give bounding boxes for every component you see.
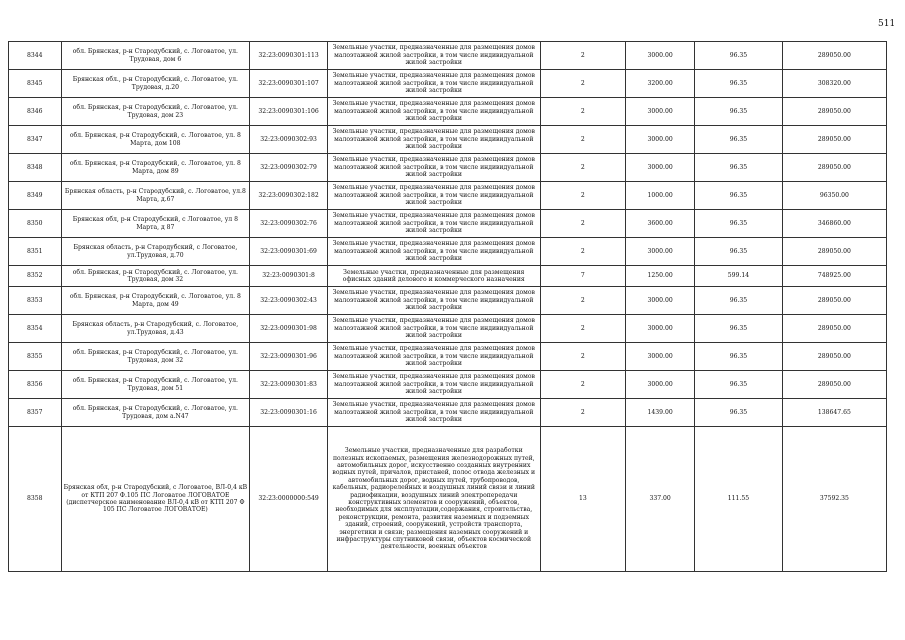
row-cadastral-value: 289050.00 <box>782 238 886 266</box>
row-number: 8351 <box>9 238 62 266</box>
row-area: 3000.00 <box>626 315 695 343</box>
row-address: обл. Брянская, р-н Стародубский, с. Логоватое, ул. 8 Марта, дом 89 <box>61 154 250 182</box>
table-row <box>9 343 887 371</box>
row-land-use: Земельные участки, предназначенные для размещения домов малоэтажной жилой застройки, в том числе индивидуальной жилой застройки <box>327 182 540 210</box>
row-address: Брянская область, р-н Стародубский, с Логоватое, ул.Трудовая, д.70 <box>61 238 250 266</box>
row-use-code: 2 <box>540 126 625 154</box>
row-cadastral-number: 32:23:0090301:107 <box>250 70 328 98</box>
row-land-use: Земельные участки, предназначенные для размещения домов малоэтажной жилой застройки, в том числе индивидуальной жилой застройки <box>327 70 540 98</box>
table-row <box>9 266 887 287</box>
row-specific-value: 96.35 <box>695 98 783 126</box>
row-number: 8354 <box>9 315 62 343</box>
row-number: 8348 <box>9 154 62 182</box>
row-cadastral-value: 289050.00 <box>782 371 886 399</box>
row-area: 1000.00 <box>626 182 695 210</box>
row-specific-value: 96.35 <box>695 154 783 182</box>
row-specific-value: 96.35 <box>695 343 783 371</box>
row-address: обл. Брянская, р-н Стародубский, с. Логоватое, ул. Трудовая, дом 32 <box>61 343 250 371</box>
row-area: 3000.00 <box>626 343 695 371</box>
row-use-code: 2 <box>540 315 625 343</box>
row-use-code: 2 <box>540 287 625 315</box>
row-use-code: 2 <box>540 343 625 371</box>
row-area: 1250.00 <box>626 266 695 287</box>
row-cadastral-number: 32:23:0090301:69 <box>250 238 328 266</box>
row-specific-value: 111.55 <box>695 427 783 572</box>
row-cadastral-number: 32:23:0090301:16 <box>250 399 328 427</box>
row-land-use: Земельные участки, предназначенные для разработки полезных ископаемых, размещения железнодорожных путей, автомобильных дорог, искусственно созданных внутренних водных путей, причалов, пристаней, полос отвода железных и автомобильных дорог, водных путей, трубопроводов, кабельных, радиорелейных и воздушных линий связи и линий радиофикации, воздушных линий электропередачи конструктивных элементов и сооружений, объектов, необходимых для эксплуатации,содержания, строительства, реконструкции, ремонта, развития наземных и подземных зданий, строений, сооружений, устройств транспорта, энергетики и связи; размещения наземных сооружений и инфраструктуры спутниковой связи, объектов космической деятельности, военных объектов <box>327 427 540 572</box>
row-cadastral-number: 32:23:0090301:106 <box>250 98 328 126</box>
row-use-code: 2 <box>540 371 625 399</box>
table-row <box>9 427 887 572</box>
row-cadastral-number: 32:23:0000000:549 <box>250 427 328 572</box>
row-specific-value: 96.35 <box>695 371 783 399</box>
row-land-use: Земельные участки, предназначенные для размещения домов малоэтажной жилой застройки, в том числе индивидуальной жилой застройки <box>327 315 540 343</box>
row-area: 3200.00 <box>626 70 695 98</box>
land-registry-table <box>8 41 887 572</box>
row-cadastral-number: 32:23:0090301:83 <box>250 371 328 399</box>
row-address: обл. Брянская, р-н Стародубский, с. Логоватое, ул. Трудовая, дом 51 <box>61 371 250 399</box>
row-cadastral-number: 32:23:0090301:8 <box>250 266 328 287</box>
table-row <box>9 70 887 98</box>
row-cadastral-value: 138647.65 <box>782 399 886 427</box>
row-number: 8349 <box>9 182 62 210</box>
row-specific-value: 96.35 <box>695 182 783 210</box>
row-address: обл. Брянская, р-н Стародубский, с. Логоватое, ул. 8 Марта, дом 49 <box>61 287 250 315</box>
row-specific-value: 96.35 <box>695 238 783 266</box>
row-area: 3000.00 <box>626 238 695 266</box>
table-row <box>9 210 887 238</box>
row-address: обл. Брянская, р-н Стародубский, с. Логоватое, ул. Трудовая, дом 32 <box>61 266 250 287</box>
row-area: 3000.00 <box>626 98 695 126</box>
row-land-use: Земельные участки, предназначенные для размещения домов малоэтажной жилой застройки, в том числе индивидуальной жилой застройки <box>327 210 540 238</box>
row-number: 8356 <box>9 371 62 399</box>
table-row <box>9 42 887 70</box>
row-cadastral-number: 32:23:0090302:93 <box>250 126 328 154</box>
row-cadastral-value: 289050.00 <box>782 126 886 154</box>
row-land-use: Земельные участки, предназначенные для размещения домов малоэтажной жилой застройки, в том числе индивидуальной жилой застройки <box>327 371 540 399</box>
row-cadastral-value: 289050.00 <box>782 343 886 371</box>
row-address: обл. Брянская, р-н Стародубский, с. Логоватое, ул. 8 Марта, дом 108 <box>61 126 250 154</box>
row-land-use: Земельные участки, предназначенные для размещения домов малоэтажной жилой застройки, в том числе индивидуальной жилой застройки <box>327 42 540 70</box>
row-number: 8347 <box>9 126 62 154</box>
table-row <box>9 287 887 315</box>
row-specific-value: 599.14 <box>695 266 783 287</box>
table-row <box>9 315 887 343</box>
table-row <box>9 126 887 154</box>
table-row <box>9 399 887 427</box>
row-use-code: 2 <box>540 182 625 210</box>
row-address: Брянская область, р-н Стародубский, с. Логоватое, ул.8 Марта, д.67 <box>61 182 250 210</box>
row-cadastral-number: 32:23:0090302:76 <box>250 210 328 238</box>
row-number: 8346 <box>9 98 62 126</box>
row-use-code: 2 <box>540 399 625 427</box>
table-row <box>9 98 887 126</box>
row-area: 3000.00 <box>626 42 695 70</box>
table-row <box>9 182 887 210</box>
row-number: 8353 <box>9 287 62 315</box>
row-number: 8345 <box>9 70 62 98</box>
row-address: Брянская обл, р-н Стародубский, с Логоватое, ВЛ-0,4 кВ от КТП 207 Ф.105 ПС Логоватое ЛОГОВАТОЕ (диспетчерское наименование ВЛ-0,4 кВ от КТП 207 Ф 105 ПС Логоватое ЛОГОВАТОЕ) <box>61 427 250 572</box>
row-address: Брянская область, р-н Стародубский, с. Логоватое, ул.Трудовая, д.43 <box>61 315 250 343</box>
page-number: 511 <box>878 19 896 29</box>
row-land-use: Земельные участки, предназначенные для размещения домов малоэтажной жилой застройки, в том числе индивидуальной жилой застройки <box>327 154 540 182</box>
row-area: 3600.00 <box>626 210 695 238</box>
row-use-code: 2 <box>540 154 625 182</box>
row-land-use: Земельные участки, предназначенные для размещения домов малоэтажной жилой застройки, в том числе индивидуальной жилой застройки <box>327 343 540 371</box>
row-cadastral-value: 289050.00 <box>782 315 886 343</box>
row-cadastral-value: 37592.35 <box>782 427 886 572</box>
row-specific-value: 96.35 <box>695 126 783 154</box>
row-cadastral-number: 32:23:0090302:43 <box>250 287 328 315</box>
row-area: 3000.00 <box>626 126 695 154</box>
row-use-code: 2 <box>540 70 625 98</box>
row-use-code: 2 <box>540 98 625 126</box>
row-cadastral-number: 32:23:0090302:79 <box>250 154 328 182</box>
row-address: обл. Брянская, р-н Стародубский, с. Логоватое, ул. Трудовая, дом а.N47 <box>61 399 250 427</box>
row-area: 3000.00 <box>626 371 695 399</box>
row-number: 8355 <box>9 343 62 371</box>
row-address: Брянская обл., р-н Стародубский, с. Логоватое, ул. Трудовая, д.20 <box>61 70 250 98</box>
row-address: обл. Брянская, р-н Стародубский, с. Логоватое, ул. Трудовая, дом 23 <box>61 98 250 126</box>
row-land-use: Земельные участки, предназначенные для размещения домов малоэтажной жилой застройки, в том числе индивидуальной жилой застройки <box>327 126 540 154</box>
row-specific-value: 96.35 <box>695 399 783 427</box>
row-cadastral-value: 748925.00 <box>782 266 886 287</box>
row-cadastral-value: 289050.00 <box>782 154 886 182</box>
row-use-code: 2 <box>540 210 625 238</box>
row-cadastral-value: 289050.00 <box>782 287 886 315</box>
row-specific-value: 96.35 <box>695 315 783 343</box>
row-specific-value: 96.35 <box>695 70 783 98</box>
row-use-code: 7 <box>540 266 625 287</box>
row-number: 8357 <box>9 399 62 427</box>
row-specific-value: 96.35 <box>695 42 783 70</box>
row-address: Брянская обл, р-н Стародубский, с Логоватое, ул 8 Марта, д 87 <box>61 210 250 238</box>
table-row <box>9 238 887 266</box>
row-cadastral-value: 96350.00 <box>782 182 886 210</box>
row-cadastral-number: 32:23:0090301:96 <box>250 343 328 371</box>
row-specific-value: 96.35 <box>695 287 783 315</box>
row-number: 8352 <box>9 266 62 287</box>
row-cadastral-number: 32:23:0090301:98 <box>250 315 328 343</box>
row-address: обл. Брянская, р-н Стародубский, с. Логоватое, ул. Трудовая, дом 6 <box>61 42 250 70</box>
row-use-code: 2 <box>540 42 625 70</box>
row-number: 8344 <box>9 42 62 70</box>
table-row <box>9 154 887 182</box>
row-cadastral-value: 346860.00 <box>782 210 886 238</box>
row-use-code: 2 <box>540 238 625 266</box>
row-cadastral-value: 289050.00 <box>782 98 886 126</box>
registry-rows <box>9 42 887 572</box>
row-cadastral-value: 308320.00 <box>782 70 886 98</box>
row-specific-value: 96.35 <box>695 210 783 238</box>
row-land-use: Земельные участки, предназначенные для размещения домов малоэтажной жилой застройки, в том числе индивидуальной жилой застройки <box>327 399 540 427</box>
row-area: 337.00 <box>626 427 695 572</box>
row-area: 1439.00 <box>626 399 695 427</box>
row-cadastral-value: 289050.00 <box>782 42 886 70</box>
row-land-use: Земельные участки, предназначенные для размещения офисных зданий делового и коммерческого назначения <box>327 266 540 287</box>
row-land-use: Земельные участки, предназначенные для размещения домов малоэтажной жилой застройки, в том числе индивидуальной жилой застройки <box>327 238 540 266</box>
row-number: 8350 <box>9 210 62 238</box>
row-cadastral-number: 32:23:0090301:113 <box>250 42 328 70</box>
row-cadastral-number: 32:23:0090302:182 <box>250 182 328 210</box>
row-land-use: Земельные участки, предназначенные для размещения домов малоэтажной жилой застройки, в том числе индивидуальной жилой застройки <box>327 98 540 126</box>
row-area: 3000.00 <box>626 287 695 315</box>
row-use-code: 13 <box>540 427 625 572</box>
row-area: 3000.00 <box>626 154 695 182</box>
table-row <box>9 371 887 399</box>
row-land-use: Земельные участки, предназначенные для размещения домов малоэтажной жилой застройки, в том числе индивидуальной жилой застройки <box>327 287 540 315</box>
row-number: 8358 <box>9 427 62 572</box>
